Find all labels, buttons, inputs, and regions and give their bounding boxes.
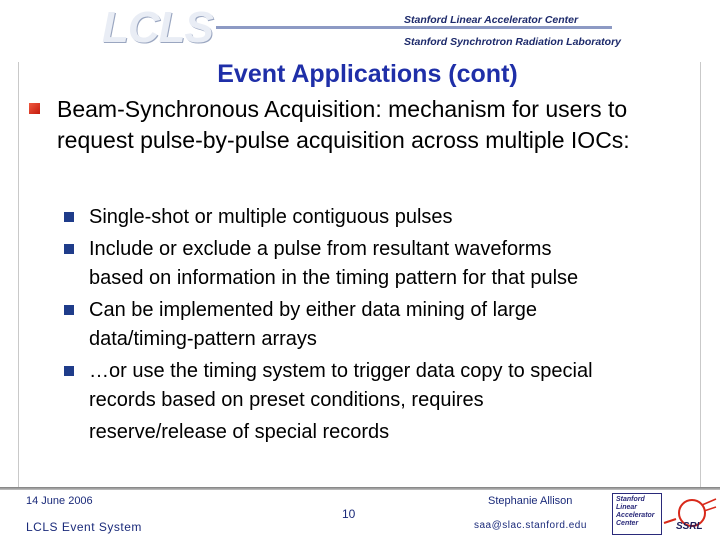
- slide-title: Event Applications (cont): [217, 60, 518, 88]
- slac-logo-line: Stanford: [616, 496, 645, 503]
- sub-bullet-item: [64, 201, 704, 233]
- sub-bullet-list: [64, 201, 704, 448]
- footer-system: LCLS Event System: [26, 520, 142, 534]
- lcls-logo: [102, 4, 212, 52]
- slac-logo-line: Linear: [616, 504, 638, 511]
- sub-bullet-text: Single-shot or multiple contiguous pulses: [89, 206, 453, 228]
- blue-square-bullet-icon: [64, 305, 74, 315]
- footer-rule: [0, 487, 720, 490]
- sub-bullet-text: Can be implemented by either data mining of large: [89, 299, 538, 321]
- lcls-logo-text: LCLS: [102, 3, 213, 52]
- footer-author: Stephanie Allison: [488, 495, 573, 507]
- sub-bullet-item: [64, 294, 704, 355]
- sub-bullet-continuation: records based on preset conditions, requires reserve/release of special records: [89, 389, 484, 443]
- blue-square-bullet-icon: [64, 212, 74, 222]
- slide-header: [0, 0, 720, 58]
- blue-square-bullet-icon: [64, 244, 74, 254]
- org-line-1: Stanford Linear Accelerator Center: [404, 14, 579, 26]
- blue-square-bullet-icon: [64, 366, 74, 376]
- slac-logo-line: Accelerator: [616, 512, 655, 519]
- footer-email: saa@slac.stanford.edu: [474, 520, 587, 531]
- ssrl-text: SSRL: [676, 521, 703, 532]
- slac-logo-box: [612, 493, 662, 535]
- sub-bullet-item: [64, 233, 704, 294]
- page-number: 10: [342, 507, 356, 521]
- sub-bullet-continuation: based on information in the timing pattern for that pulse: [89, 267, 579, 289]
- sub-bullet-item: [64, 355, 704, 448]
- sub-bullet-continuation: data/timing-pattern arrays: [89, 328, 317, 350]
- sub-bullet-text: …or use the timing system to trigger data copy to special: [89, 360, 593, 382]
- org-line-2: Stanford Synchrotron Radiation Laboratory: [404, 36, 622, 48]
- main-bullet-text: Beam-Synchronous Acquisition: mechanism for users to request pulse-by-pulse acquisition across multiple IOCs:: [57, 96, 630, 153]
- header-rule: [216, 26, 612, 29]
- footer-date: 14 June 2006: [26, 495, 93, 507]
- red-square-bullet-icon: [29, 103, 40, 114]
- slac-logo-line: Center: [616, 520, 639, 527]
- sub-bullet-text: Include or exclude a pulse from resultant waveforms: [89, 238, 552, 260]
- slac-ssrl-logo: [612, 493, 718, 538]
